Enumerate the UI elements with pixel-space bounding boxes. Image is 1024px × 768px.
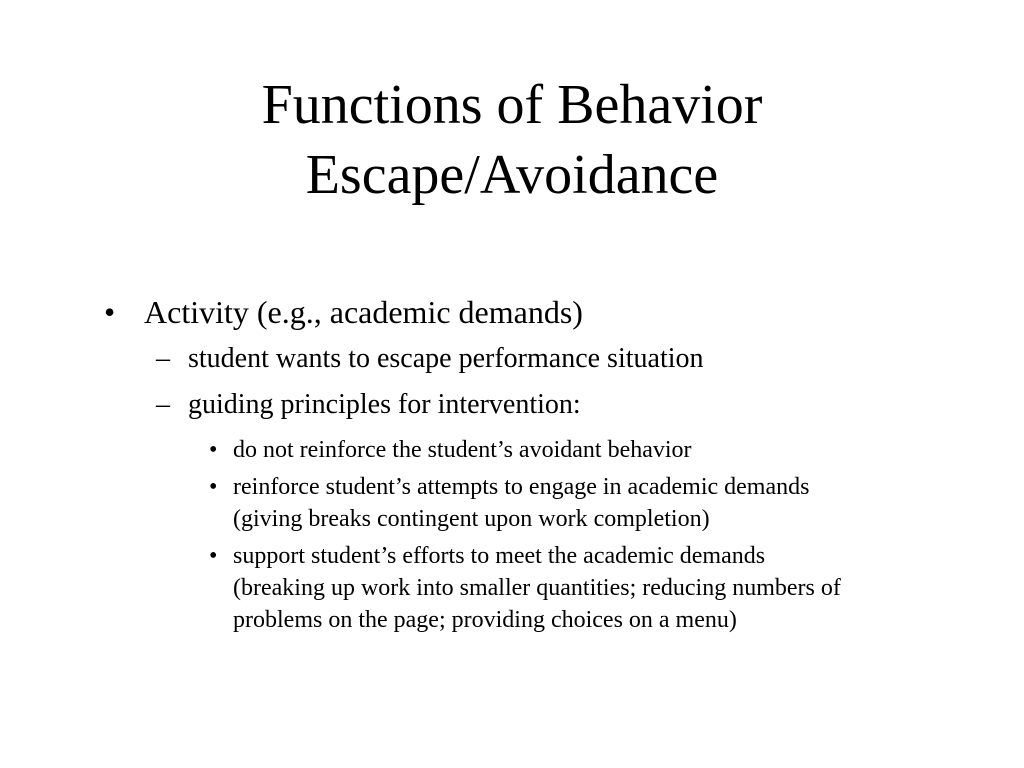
sub-bullet-text: student wants to escape performance situation (188, 343, 704, 374)
bullet-text: Activity (e.g., academic demands) (144, 294, 583, 330)
dash-marker: – (156, 343, 170, 374)
slide-title (0, 70, 1024, 210)
slide-body (100, 292, 980, 641)
sub-bullet-text: guiding principles for intervention: (188, 389, 581, 420)
slide-title-line-2: Escape/Avoidance (305, 144, 719, 206)
bullet-activity (100, 292, 980, 332)
principle-text-line-2: (breaking up work into smaller quantities; reducing numbers of (233, 575, 841, 601)
bullet-marker: • (209, 437, 218, 463)
principle-do-not-reinforce (100, 434, 980, 466)
bullet-marker: • (104, 294, 116, 330)
dash-marker: – (156, 389, 170, 420)
principle-text-line-1: reinforce student’s attempts to engage in academic demands (233, 474, 810, 500)
sub-bullet-principles (100, 388, 980, 422)
slide-title-line-1: Functions of Behavior (261, 74, 763, 136)
bullet-marker: • (209, 543, 218, 569)
principle-support-efforts (100, 540, 980, 636)
principle-text-line-2: (giving breaks contingent upon work completion) (233, 506, 710, 532)
principle-text-line-1: support student’s efforts to meet the academic demands (233, 543, 766, 569)
principle-text-line-1: do not reinforce the student’s avoidant behavior (233, 437, 692, 463)
principle-text-line-3: problems on the page; providing choices on a menu) (233, 607, 737, 633)
bullet-marker: • (209, 474, 218, 500)
principle-reinforce-attempts (100, 471, 980, 535)
sub-bullet-escape (100, 342, 980, 376)
